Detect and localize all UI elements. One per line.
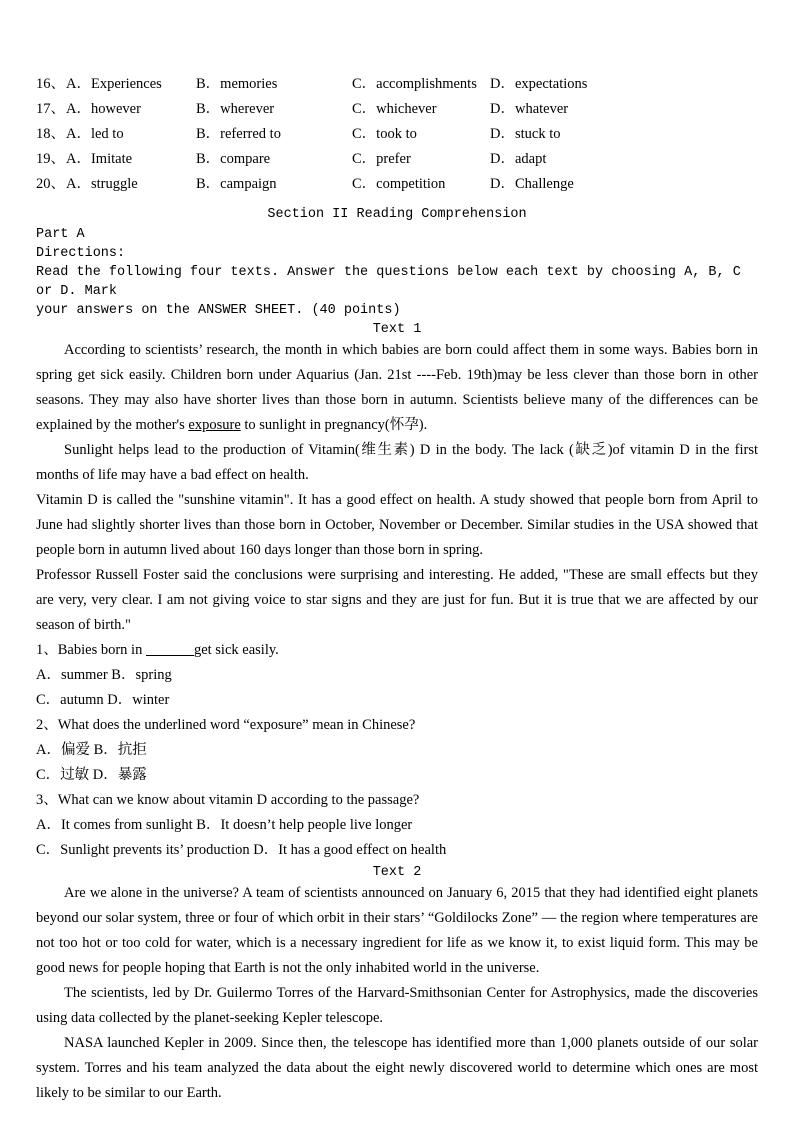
option-b: B．referred to (196, 126, 281, 142)
page-content (36, 72, 758, 1106)
text1-question-3: 3、What can we know about vitamin D according to the passage? (36, 792, 420, 808)
option-b: B．compare (196, 151, 271, 167)
option-c: C．prefer (352, 151, 411, 167)
part-label: Part A (36, 227, 85, 242)
option-a: A．led to (66, 126, 124, 142)
question-1-options-line-2: C．autumn D．winter (36, 692, 170, 708)
option-c: C．competition (352, 176, 446, 192)
question-2-options-line-2: C．过敏 D．暴露 (36, 767, 147, 783)
text2-paragraph-1: Are we alone in the universe? A team of scientists announced on January 6, 2015 that they had identified eight planets beyond our solar system, three or four of which orbit in their stars’ “Goldilocks Zone” — the region where temperatures are not too hot or too cold for water, which is a necessary ingredient for life as we know it, to exist liquid form. This may be good news for people hoping that Earth is not the only inhabited world in the universe. (36, 885, 758, 976)
option-d: D．expectations (490, 76, 588, 92)
option-d: D．whatever (490, 101, 569, 117)
table-row (36, 97, 758, 122)
question-number: 18、 (36, 126, 65, 142)
question-3-options-line-1: A．It comes from sunlight B．It doesn’t help people live longer (36, 817, 413, 833)
question-1-stem-before: 1、Babies born in (36, 642, 146, 658)
option-d: D．Challenge (490, 176, 574, 192)
directions-line-2: your answers on the ANSWER SHEET. (40 points) (36, 303, 401, 318)
option-b: B．wherever (196, 101, 275, 117)
option-c: C．whichever (352, 101, 437, 117)
text2-paragraph-2: The scientists, led by Dr. Guilermo Torres of the Harvard-Smithsonian Center for Astrophysics, made the discoveries using data collected by the planet-seeking Kepler telescope. (36, 985, 758, 1026)
option-a: A．Imitate (66, 151, 133, 167)
table-row (36, 72, 758, 97)
question-2-options-line-1: A．偏爱 B．抗拒 (36, 742, 147, 758)
table-row (36, 172, 758, 197)
text1-paragraph-3: Vitamin D is called the "sunshine vitamin". It has a good effect on health. A study showed that people born from April to June had slightly shorter lives than those born in October, November or December. Similar studies in the USA showed that people born in autumn lived about 160 days longer than those born in spring. (36, 492, 758, 558)
question-1-stem-after: get sick easily. (193, 642, 279, 658)
directions-label: Directions: (36, 246, 126, 261)
question-1-options-line-1: A．summer B．spring (36, 667, 172, 683)
option-a: A．however (66, 101, 141, 117)
cloze-options-list (36, 72, 758, 197)
text2-heading: Text 2 (372, 865, 422, 880)
question-3-options-line-2: C．Sunlight prevents its’ production D．It has a good effect on health (36, 842, 447, 858)
underlined-word-exposure: exposure (188, 417, 241, 433)
question-number: 20、 (36, 176, 65, 192)
text1-p1-part1: According to scientists’ research, the month in which babies are born could affect them in some ways. Babies born in spring get sick easily. Children born under Aquarius (Jan. 21st ----Feb. 19th)may be less clever than those born in other seasons. They may also have shorter lives than those born in autumn. Scientists believe many of the differences can be explained by the mother's (36, 342, 758, 433)
option-a: A．struggle (66, 176, 138, 192)
text1-p1-part2: to sunlight in pregnancy(怀孕). (240, 417, 428, 433)
question-number: 19、 (36, 151, 65, 167)
option-b: B．memories (196, 76, 278, 92)
option-c: C．took to (352, 126, 417, 142)
answer-blank (146, 655, 194, 656)
question-number: 17、 (36, 101, 65, 117)
text2-paragraph-3: NASA launched Kepler in 2009. Since then, the telescope has identified more than 1,000 planets outside of our solar system. Torres and his team analyzed the data about the eight newly discovered world to determine which ones are most likely to be similar to our Earth. (36, 1035, 758, 1101)
option-a: A．Experiences (66, 76, 162, 92)
table-row (36, 147, 758, 172)
option-d: D．stuck to (490, 126, 561, 142)
table-row (36, 122, 758, 147)
text1-question-1 (36, 638, 758, 663)
option-d: D．adapt (490, 151, 547, 167)
question-number: 16、 (36, 76, 65, 92)
text1-heading: Text 1 (372, 322, 422, 337)
text1-paragraph-4: Professor Russell Foster said the conclusions were surprising and interesting. He added, "These are small effects but they are very, very clear. I am not giving voice to star signs and they are just for fun. But it is true that we are affected by our season of birth." (36, 567, 758, 633)
section-heading: Section II Reading Comprehension (267, 207, 527, 222)
text1-question-2: 2、What does the underlined word “exposure” mean in Chinese? (36, 717, 416, 733)
directions-line-1: Read the following four texts. Answer the questions below each text by choosing A, B, C or D. Mark (36, 265, 741, 299)
option-b: B．campaign (196, 176, 277, 192)
text1-paragraph-2: Sunlight helps lead to the production of Vitamin(维生素) D in the body. The lack (缺乏)of vitamin D in the first months of life may have a bad effect on health. (36, 442, 758, 483)
text1-paragraph-1 (36, 338, 758, 438)
option-c: C．accomplishments (352, 76, 477, 92)
